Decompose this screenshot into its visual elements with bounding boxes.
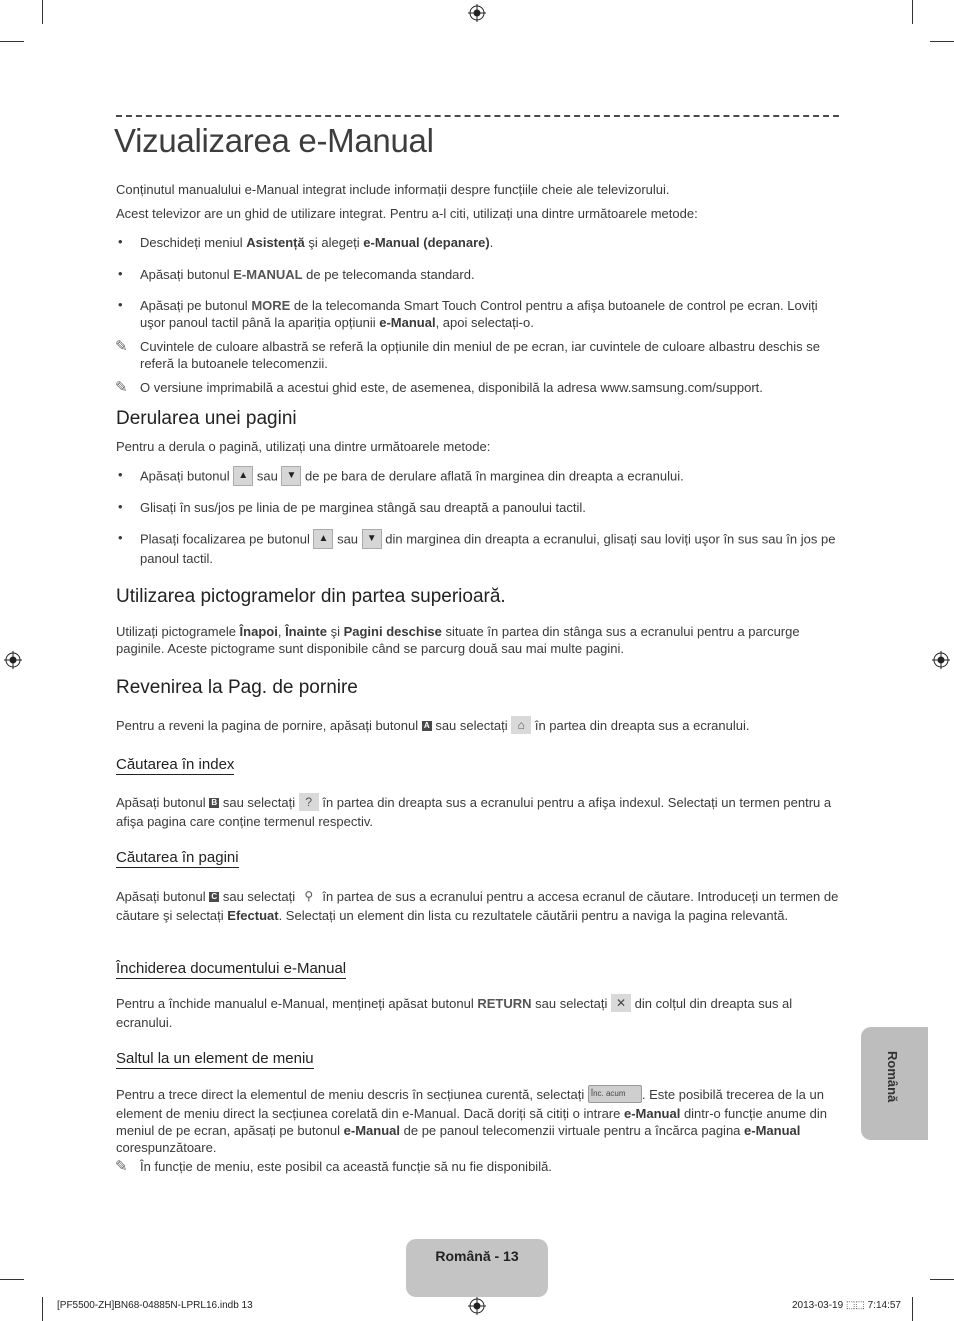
bullet-dot: •	[118, 499, 123, 514]
pencil-note-icon: ✎	[115, 1158, 128, 1175]
subheading-close: Închiderea documentului e-Manual	[116, 960, 347, 977]
intro-paragraph-1: Conținutul manualului e-Manual integrat include informații despre funcțiile cheie ale televizorului.	[116, 182, 670, 197]
page-number-label: Română - 13	[435, 1248, 519, 1264]
crop-mark	[0, 1279, 24, 1280]
crop-mark	[0, 41, 24, 42]
registration-mark-icon	[932, 651, 950, 669]
footer-timestamp: 2013-03-19 ⬚⬚ 7:14:57	[792, 1300, 901, 1311]
scroll-bullet-1: Apăsați butonul ▲ sau ▼ de pe bara de derulare aflată în marginea din dreapta a ecranului.	[140, 467, 840, 487]
bullet-dot: •	[118, 234, 123, 249]
section-heading-home: Revenirea la Pag. de pornire	[116, 677, 358, 698]
key-a-icon: A	[422, 721, 432, 731]
bullet-dot: •	[118, 530, 123, 545]
bullet-dot: •	[118, 266, 123, 281]
subheading-search: Căutarea în pagini	[116, 849, 239, 866]
crop-mark	[912, 1297, 913, 1321]
language-side-tab	[861, 1027, 928, 1140]
index-icon: ?	[299, 793, 319, 811]
registration-mark-icon	[468, 1297, 486, 1315]
intro-paragraph-2: Acest televizor are un ghid de utilizare integrat. Pentru a-l citi, utilizați una dintre următoarele metode:	[116, 206, 698, 221]
scroll-down-icon: ▼	[281, 466, 301, 486]
start-now-button-icon: Înc. acum	[588, 1085, 642, 1103]
magnifier-icon: ⚲	[304, 888, 314, 903]
intro-note-1: Cuvintele de culoare albastră se referă la opțiunile din meniul de pe ecran, iar cuvintele de culoare albastru deschis se referă la butoanele telecomenzii.	[140, 339, 821, 371]
icons-paragraph: Utilizați pictogramele Înapoi, Înainte şi Pagini deschise situate în partea din stânga sus a ecranului pentru a parcurge paginile. Aceste pictograme sunt disponibile când se parcurg două sau mai multe pagini.	[116, 624, 800, 656]
registration-mark-icon	[468, 4, 486, 22]
bullet-dot: •	[118, 467, 123, 482]
scroll-bullet-3: Plasați focalizarea pe butonul ▲ sau ▼ din marginea din dreapta a ecranului, glisați sau loviți uşor în sus sau în jos pe panoul tactil.	[140, 530, 840, 567]
bullet-dot: •	[118, 297, 123, 312]
home-icon: ⌂	[511, 716, 531, 734]
close-x-icon: ✕	[611, 994, 631, 1012]
close-paragraph: Pentru a închide manualul e-Manual, mențineți apăsat butonul RETURN sau selectați ✕ din colțul din dreapta sus al ecranului.	[116, 995, 793, 1030]
title-rule	[116, 115, 839, 117]
page-title: Vizualizarea e-Manual	[114, 122, 434, 159]
jump-note: În funcție de meniu, este posibil ca această funcție să nu fie disponibilă.	[140, 1159, 552, 1174]
scroll-up-icon: ▲	[313, 529, 333, 549]
crop-mark	[912, 0, 913, 24]
crop-mark	[42, 1297, 43, 1321]
intro-bullet-2: Apăsați butonul E-MANUAL de pe telecomanda standard.	[140, 267, 475, 282]
crop-mark	[930, 41, 954, 42]
home-paragraph: Pentru a reveni la pagina de pornire, apăsați butonul A sau selectați ⌂ în partea din dreapta sus a ecranului.	[116, 717, 750, 733]
key-c-icon: C	[209, 892, 219, 902]
section-heading-icons: Utilizarea pictogramelor din partea superioară.	[116, 586, 506, 607]
page-number-tab	[406, 1239, 548, 1297]
side-tab-label: Română	[885, 1051, 900, 1103]
jump-paragraph: Pentru a trece direct la elementul de meniu descris în secțiunea curentă, selectați Înc. acum . Este posibilă trecerea de la un element de meniu direct la secțiunea corelată din e-Manual. Dacă doriți să citiți o intrare e-Manual dintr-o funcție anume din meniul de pe ecran, apăsați pe butonul e-Manual de pe panoul telecomenzii virtuale pentru a încărca pagina e-Manual corespunzătoare.	[116, 1086, 838, 1156]
index-paragraph: Apăsați butonul B sau selectați ? în partea din dreapta sus a ecranului pentru a afişa indexul. Selectați un termen pentru a afişa pagina care conține termenul respectiv.	[116, 794, 832, 829]
pencil-note-icon: ✎	[115, 338, 128, 355]
intro-note-2: O versiune imprimabilă a acestui ghid este, de asemenea, disponibilă la adresa www.samsung.com/support.	[140, 380, 763, 395]
scroll-up-icon: ▲	[233, 466, 253, 486]
footer-file-info: [PF5500-ZH]BN68-04885N-LPRL16.indb 13	[57, 1300, 253, 1311]
intro-bullet-1: Deschideți meniul Asistență şi alegeți e-Manual (depanare).	[140, 235, 494, 250]
scroll-down-icon: ▼	[362, 529, 382, 549]
scroll-bullet-2: Glisați în sus/jos pe linia de pe marginea stângă sau dreaptă a panoului tactil.	[140, 500, 586, 515]
registration-mark-icon	[4, 651, 22, 669]
section-heading-scroll: Derularea unei pagini	[116, 408, 297, 429]
subheading-jump: Saltul la un element de meniu	[116, 1050, 314, 1067]
search-paragraph: Apăsați butonul C sau selectați ⚲ în partea de sus a ecranului pentru a accesa ecranul de căutare. Introduceți un termen de căutare şi selectați Efectuat. Selectați un element din lista cu rezultatele căutării pentru a naviga la pagina relevantă.	[116, 888, 839, 923]
subheading-index: Căutarea în index	[116, 756, 235, 773]
pencil-note-icon: ✎	[115, 379, 128, 396]
intro-bullet-3: Apăsați pe butonul MORE de la telecomanda Smart Touch Control pentru a afişa butoanele de control pe ecran. Loviți uşor panoul tactil până la apariția opțiunii e-Manual, apoi selectați-o.	[140, 298, 818, 330]
crop-mark	[42, 0, 43, 24]
key-b-icon: B	[209, 798, 219, 808]
crop-mark	[930, 1279, 954, 1280]
scroll-intro: Pentru a derula o pagină, utilizați una dintre următoarele metode:	[116, 439, 491, 454]
